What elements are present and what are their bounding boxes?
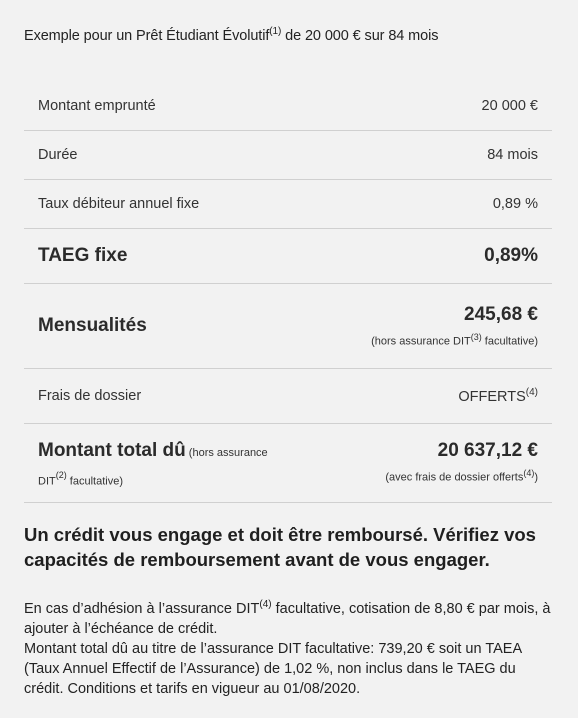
row-mensualites bbox=[24, 284, 552, 369]
total-value-note-end: ) bbox=[534, 471, 538, 484]
row-taeg bbox=[24, 229, 552, 284]
frais-footnote-ref: (4) bbox=[525, 387, 538, 399]
taeg-value: 0,89% bbox=[484, 245, 538, 266]
duree-label: Durée bbox=[38, 147, 78, 163]
total-value: 20 637,12 € bbox=[437, 440, 538, 461]
montant-value: 20 000 € bbox=[481, 98, 538, 114]
example-intro bbox=[24, 26, 438, 44]
taux-label: Taux débiteur annuel fixe bbox=[38, 196, 200, 212]
row-taux bbox=[24, 180, 552, 229]
montant-label: Montant emprunté bbox=[38, 98, 156, 114]
insurance-note-2: Montant total dû au titre de l’assurance DIT facultative: 739,20 € soit un TAEA (Taux Annuel Effectif de l’Assurance) de 1,02 %, non inclus dans le TAEG du crédit. Conditions et tarifs en vigueur au 01/08/2020. bbox=[24, 640, 522, 697]
total-label-block bbox=[38, 440, 298, 492]
mensualites-note-prefix: (hors assurance DIT bbox=[371, 335, 471, 348]
frais-label: Frais de dossier bbox=[38, 388, 142, 404]
total-value-footnote-ref: (4) bbox=[523, 468, 535, 478]
row-duree bbox=[24, 131, 552, 180]
total-footnote-ref: (2) bbox=[55, 470, 67, 480]
total-label-note-c: facultative) bbox=[66, 475, 123, 488]
note1-prefix: En cas d’adhésion à l’assurance DIT bbox=[24, 600, 260, 617]
mensualites-value-block bbox=[371, 304, 538, 348]
row-frais bbox=[24, 369, 552, 424]
frais-value: OFFERTS bbox=[458, 388, 526, 405]
total-label-note-b: DIT bbox=[38, 475, 56, 488]
note1-suffix: facultative, cotisation de 8,80 € par mois, à ajouter à l’échéance de crédit. bbox=[24, 600, 551, 637]
insurance-note-1 bbox=[24, 595, 556, 639]
duree-value: 84 mois bbox=[487, 147, 538, 163]
mensualites-note-suffix: facultative) bbox=[481, 335, 538, 348]
intro-footnote-ref: (1) bbox=[269, 26, 282, 37]
total-value-block bbox=[385, 440, 538, 484]
mensualites-label: Mensualités bbox=[38, 315, 147, 336]
row-total bbox=[24, 424, 552, 503]
total-value-note bbox=[385, 468, 538, 484]
frais-value-block bbox=[458, 387, 538, 405]
row-montant bbox=[24, 82, 552, 131]
taux-value: 0,89 % bbox=[492, 196, 538, 212]
insurance-notes bbox=[24, 595, 556, 699]
credit-warning: Un crédit vous engage et doit être remboursé. Vérifiez vos capacités de remboursement avant de vous engager. bbox=[24, 524, 536, 570]
note1-footnote-ref: (4) bbox=[259, 599, 272, 610]
total-label: Montant total dû bbox=[38, 440, 186, 461]
total-label-note-a: (hors assurance bbox=[185, 447, 268, 459]
mensualites-value: 245,68 € bbox=[464, 304, 538, 326]
mensualites-note bbox=[371, 332, 538, 348]
intro-prefix: Exemple pour un Prêt Étudiant Évolutif bbox=[24, 27, 270, 44]
taeg-label: TAEG fixe bbox=[38, 245, 128, 266]
loan-details-table bbox=[24, 82, 552, 503]
total-value-note-text: (avec frais de dossier offerts bbox=[385, 471, 524, 484]
intro-suffix: de 20 000 € sur 84 mois bbox=[281, 27, 439, 44]
mensualites-footnote-ref: (3) bbox=[470, 332, 482, 343]
